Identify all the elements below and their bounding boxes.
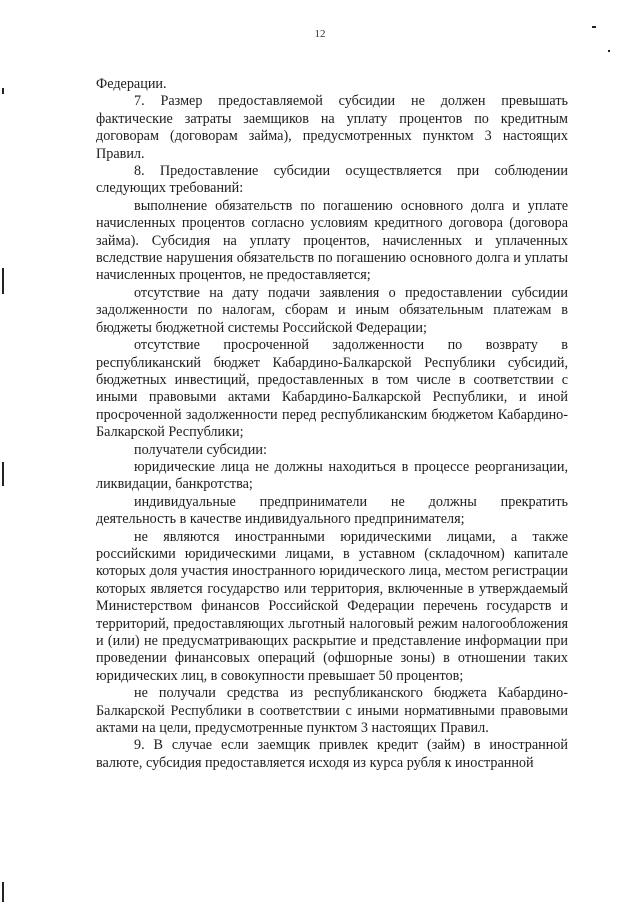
scan-artifact xyxy=(2,88,4,94)
requirement-not-foreign: не являются иностранными юридическими лицами, а также российскими юридическими лицами, в уставном (складочном) капитале которых доля участия иностранного юридического лица, местом регистрации которых является государство или территория, включенные в утверждаемый Министерством финансов Российской Федерации перечень государств и территорий, предоставляющих льготный налоговый режим налогообложения и (или) не предусматривающих раскрытие и представление информации при проведении финансовых операций (офшорные зоны) в отношении таких юридических лиц, в совокупности превышает 50 процентов; xyxy=(96,528,568,684)
scan-artifact xyxy=(592,26,596,28)
requirement-legal-entities: юридические лица не должны находиться в процессе реорганизации, ликвидации, банкротства; xyxy=(96,458,568,493)
requirement-debt-repayment: выполнение обязательств по погашению основного долга и уплате начисленных процентов согласно условиям кредитного договора (договора займа). Субсидия на уплату процентов, начисленных и уплаченных вследствие нарушения обязательств по погашению основного долга и уплаты начисленных процентов, не предоставляется; xyxy=(96,197,568,284)
requirement-no-tax-debt: отсутствие на дату подачи заявления о предоставлении субсидии задолженности по налогам, сборам и иным обязательным платежам в бюджеты бюджетной системы Российской Федерации; xyxy=(96,284,568,336)
paragraph-item-7: 7. Размер предоставляемой субсидии не должен превышать фактические затраты заемщиков на уплату процентов по кредитным договорам (договорам займа), предусмотренных пунктом 3 настоящих Правил. xyxy=(96,93,568,162)
paragraph-item-8: 8. Предоставление субсидии осуществляется при соблюдении следующих требований: xyxy=(96,163,568,197)
scan-artifact xyxy=(2,268,4,294)
scan-artifact xyxy=(608,50,610,52)
page-number: 12 xyxy=(314,28,326,40)
scan-artifact xyxy=(2,462,4,486)
paragraph-continuation: Федерации. xyxy=(96,76,167,92)
scan-artifact xyxy=(2,882,4,902)
document-body xyxy=(96,76,568,772)
requirement-entrepreneurs: индивидуальные предприниматели не должны прекратить деятельность в качестве индивидуального предпринимателя; xyxy=(96,493,568,528)
paragraph-item-9: 9. В случае если заемщик привлек кредит (займ) в иностранной валюте, субсидия предоставляется исходя из курса рубля к иностранной xyxy=(96,737,568,771)
requirement-no-other-funds: не получали средства из республиканского бюджета Кабардино-Балкарской Республики в соответствии с иными нормативными правовыми актами на цели, предусмотренные пунктом 3 настоящих Правил. xyxy=(96,685,568,737)
requirement-recipients-heading: получатели субсидии: xyxy=(134,441,267,458)
requirement-no-overdue-debt: отсутствие просроченной задолженности по возврату в республиканский бюджет Кабардино-Балкарской Республики субсидий, бюджетных инвестиций, предоставленных в том числе в соответствии с иными правовыми актами Кабардино-Балкарской Республики, и иной просроченной задолженности перед республиканским бюджетом Кабардино-Балкарской Республики; xyxy=(96,337,568,441)
